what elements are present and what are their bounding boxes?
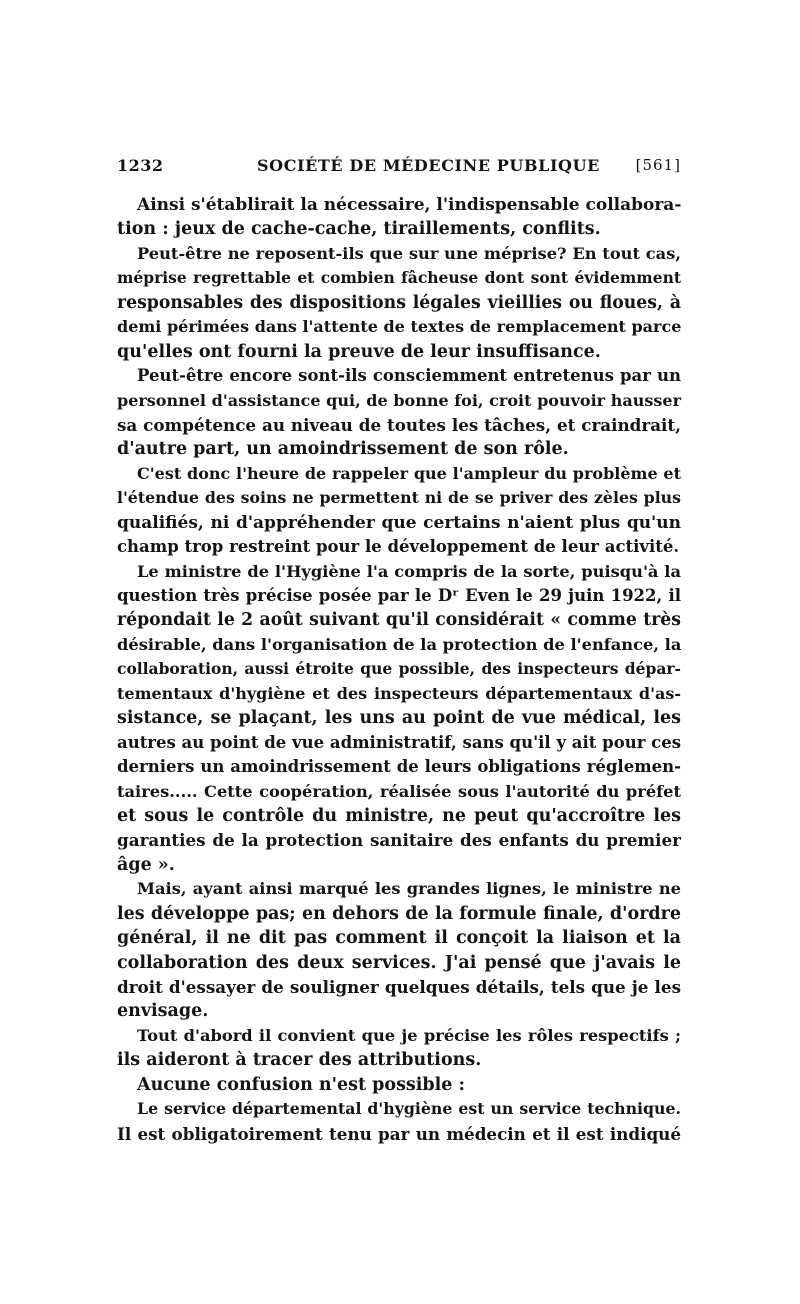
text-line: Mais, ayant ainsi marqué les grandes lignes, le ministre ne: [137, 879, 681, 899]
text-line: garanties de la protection sanitaire des enfants du premier: [117, 830, 681, 851]
text-line: qu'elles ont fourni la preuve de leur insuffisance.: [117, 341, 601, 362]
text-line: derniers un amoindrissement de leurs obligations réglemen-: [117, 757, 681, 777]
text-line: d'autre part, un amoindrissement de son rôle.: [117, 439, 569, 460]
original-page-number: [561]: [635, 156, 681, 174]
text-line: tion : jeux de cache-cache, tiraillements, conflits.: [117, 219, 601, 240]
text-line: les développe pas; en dehors de la formule finale, d'ordre: [117, 903, 681, 924]
text-line: Le ministre de l'Hygiène l'a compris de la sorte, puisqu'à la: [137, 561, 681, 581]
text-line: Aucune confusion n'est possible :: [137, 1074, 465, 1095]
text-line: droit d'essayer de souligner quelques détails, tels que je les: [117, 977, 681, 997]
text-line: et sous le contrôle du ministre, ne peut qu'accroître les: [117, 805, 681, 826]
text-line: sistance, se plaçant, les uns au point de vue médical, les: [117, 708, 681, 729]
text-line: responsables des dispositions légales vieillies ou floues, à: [117, 292, 681, 313]
text-line: Peut-être encore sont-ils consciemment entretenus par un: [137, 366, 681, 386]
text-line: désirable, dans l'organisation de la protection de l'enfance, la: [117, 634, 682, 654]
running-head: [117, 156, 681, 182]
text-line: envisage.: [117, 1001, 209, 1022]
text-line: Il est obligatoirement tenu par un médecin et il est indiqué: [117, 1123, 681, 1144]
text-line: Ainsi s'établirait la nécessaire, l'indispensable collabora-: [137, 195, 682, 215]
text-line: Tout d'abord il convient que je précise les rôles respectifs ;: [137, 1025, 681, 1045]
text-line: taires..... Cette coopération, réalisée sous l'autorité du préfet: [117, 781, 681, 801]
text-line: demi périmées dans l'attente de textes de remplacement parce: [117, 317, 682, 337]
text-line: autres au point de vue administratif, sans qu'il y ait pour ces: [117, 732, 681, 752]
text-line: l'étendue des soins ne permettent ni de se priver des zèles plus: [117, 488, 681, 508]
text-line: C'est donc l'heure de rappeler que l'ampleur du problème et: [137, 463, 681, 483]
text-line: méprise regrettable et combien fâcheuse dont sont évidemment: [117, 268, 681, 288]
text-line: tementaux d'hygiène et des inspecteurs départementaux d'as-: [117, 683, 681, 703]
body-text: [117, 193, 681, 1146]
text-line: collaboration, aussi étroite que possible, des inspecteurs dépar-: [117, 659, 681, 679]
text-line: qualifiés, ni d'appréhender que certains n'aient plus qu'un: [117, 512, 681, 533]
text-line: champ trop restreint pour le développement de leur activité.: [117, 537, 680, 557]
page-number: 1232: [117, 156, 164, 175]
text-line: sa compétence au niveau de toutes les tâches, et craindrait,: [117, 414, 681, 435]
text-line: âge ».: [117, 854, 175, 875]
text-line: personnel d'assistance qui, de bonne foi, croit pouvoir hausser: [117, 390, 681, 410]
running-title: SOCIÉTÉ DE MÉDECINE PUBLIQUE: [257, 156, 600, 175]
text-line: collaboration des deux services. J'ai pensé que j'avais le: [117, 952, 681, 973]
text-line: Le service départemental d'hygiène est un service technique.: [137, 1099, 681, 1119]
text-line: répondait le 2 août suivant qu'il considérait « comme très: [117, 610, 681, 631]
text-line: question très précise posée par le Dʳ Even le 29 juin 1922, il: [117, 586, 681, 605]
text-line: ils aideront à tracer des attributions.: [117, 1050, 482, 1071]
text-line: Peut-être ne reposent-ils que sur une méprise? En tout cas,: [137, 243, 681, 263]
text-line: général, il ne dit pas comment il conçoit la liaison et la: [117, 928, 681, 949]
